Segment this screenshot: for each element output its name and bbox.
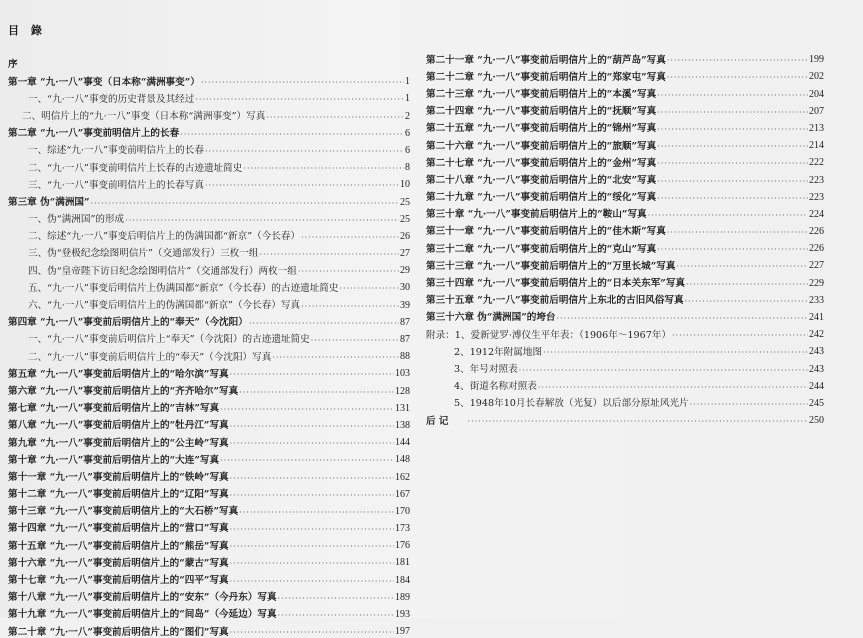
leader-dots [676, 263, 808, 271]
leader-dots [220, 406, 394, 414]
toc-row [8, 328, 410, 345]
toc-label: 第二十八章 “九·一八”事变前后明信片上的“北安”写真 [426, 174, 657, 186]
toc-page-number: 87 [400, 316, 410, 328]
toc-label: 第二十二章 “九·一八”事变前后明信片上的“郑家屯”写真 [426, 71, 666, 83]
toc-page-number: 213 [809, 122, 824, 134]
toc-label: 第七章 “九·一八”事变前后明信片上的“吉林”写真 [8, 403, 220, 415]
toc-page-number: 181 [395, 557, 410, 569]
leader-dots [538, 384, 808, 392]
toc-page-number: 226 [809, 243, 824, 255]
toc-label: 四、伪“皇帝陛下访日纪念绘图明信片”（交通部发行）两枚一组 [28, 265, 297, 277]
leader-dots [667, 57, 808, 65]
toc-row [8, 483, 410, 500]
leader-dots [239, 509, 394, 517]
leader-dots [220, 457, 394, 465]
toc-row [426, 134, 824, 151]
toc-label: 第六章 “九·一八”事变前后明信片上的“齐齐哈尔”写真 [8, 385, 239, 397]
toc-page-number: 222 [809, 157, 824, 169]
toc-label: 第八章 “九·一八”事变前后明信片上的“牡丹江”写真 [8, 420, 229, 432]
toc-label: 5、1948年10月长春解放（光复）以后部分原址风光片 [454, 398, 689, 410]
toc-row [8, 362, 410, 379]
leader-dots [657, 126, 808, 134]
toc-label: 第三十二章 “九·一八”事变前后明信片上的“克山”写真 [426, 243, 657, 255]
leader-dots [230, 543, 394, 551]
leader-dots [301, 234, 399, 242]
leader-dots [648, 212, 808, 220]
toc-page-number: 131 [395, 402, 410, 414]
toc-row [8, 586, 410, 603]
toc-label: 第二十一章 “九·一八”事变前后明信片上的“葫芦岛”写真 [426, 54, 666, 66]
toc-label: 第二章 “九·一八”事变前明信片上的长春 [8, 128, 180, 140]
toc-label: 二、“九·一八”事变前后明信片上的“奉天”（今沈阳）写真 [28, 351, 272, 363]
toc-row [8, 173, 410, 190]
toc-label: 后 记 [426, 415, 449, 427]
toc-page-number: 144 [395, 437, 410, 449]
leader-dots [195, 96, 404, 104]
leader-dots [230, 371, 394, 379]
toc-page-number: 204 [809, 88, 824, 100]
bleed-through-text-2 [60, 20, 400, 30]
toc-left-column [8, 60, 410, 637]
toc-row [8, 87, 410, 104]
toc-row [8, 139, 410, 156]
leader-dots [657, 143, 808, 151]
toc-page-number: 39 [400, 299, 410, 311]
toc-row [426, 168, 824, 185]
toc-page-number: 224 [809, 208, 824, 220]
toc-row [426, 48, 824, 65]
toc-label: 第十二章 “九·一八”事变前后明信片上的“辽阳”写真 [8, 489, 229, 501]
toc-label: 一、“九·一八”事变前后明信片上“奉天”（今沈阳）的古迹遗址简史 [28, 334, 310, 346]
leader-dots [230, 423, 394, 431]
leader-dots [657, 109, 808, 117]
toc-row [426, 357, 824, 374]
toc-label: 第十六章 “九·一八”事变前后明信片上的“蒙古”写真 [8, 557, 229, 569]
toc-label: 一、“九·一八”事变的历史背景及其经过 [28, 93, 195, 105]
toc-label: 一、伪“满洲国”的形成 [28, 214, 125, 226]
toc-page-number: 189 [395, 591, 410, 603]
toc-label: 第三十章 “九·一八”事变前后明信片上的“鞍山”写真 [426, 209, 647, 221]
toc-page-number: 26 [400, 230, 410, 242]
leader-dots [205, 148, 404, 156]
toc-label: 第五章 “九·一八”事变前后明信片上的“哈尔滨”写真 [8, 368, 229, 380]
leader-dots [298, 268, 399, 276]
toc-label: 第三十五章 “九·一八”事变前后明信片上东北的古旧风俗写真 [426, 295, 684, 307]
toc-row [426, 340, 824, 357]
toc-label: 第十八章 “九·一八”事变前后明信片上的“安东”（今丹东）写真 [8, 592, 277, 604]
toc-row [426, 409, 824, 426]
leader-dots [125, 217, 399, 225]
toc-row [426, 117, 824, 134]
leader-dots [301, 303, 399, 311]
toc-row [426, 375, 824, 392]
leader-dots [339, 285, 399, 293]
toc-page-number: 173 [395, 523, 410, 535]
toc-page-number: 88 [400, 351, 410, 363]
toc-page-number: 167 [395, 488, 410, 500]
toc-page-number: 223 [809, 174, 824, 186]
leader-dots [278, 595, 394, 603]
leader-dots [278, 612, 394, 620]
toc-label: 三、“九·一八”事变前明信片上的长春写真 [28, 179, 204, 191]
toc-row [426, 254, 824, 271]
toc-label: 第九章 “九·一八”事变前后明信片上的“公主岭”写真 [8, 437, 229, 449]
toc-row [426, 151, 824, 168]
leader-dots [690, 401, 808, 409]
toc-label: 第三十四章 “九·一八”事变前后明信片上的“日本关东军”写真 [426, 278, 686, 290]
toc-label: 第三十三章 “九·一八”事变前后明信片上的“万里长城”写真 [426, 260, 676, 272]
leader-dots [266, 114, 404, 122]
leader-dots [667, 229, 808, 237]
leader-dots [201, 79, 404, 87]
toc-page-number: 184 [395, 574, 410, 586]
toc-label: 第十七章 “九·一八”事变前后明信片上的“四平”写真 [8, 575, 229, 587]
toc-page-number: 1 [405, 76, 410, 88]
toc-row [8, 225, 410, 242]
toc-page-number: 8 [405, 162, 410, 174]
toc-page-number: 6 [405, 127, 410, 139]
toc-page-number: 25 [400, 196, 410, 208]
toc-row [8, 104, 410, 121]
toc-row [426, 203, 824, 220]
toc-page-number: 250 [809, 415, 824, 427]
toc-page-number: 103 [395, 368, 410, 380]
leader-dots [557, 315, 808, 323]
toc-page-number: 245 [809, 397, 824, 409]
toc-page-number: 193 [395, 609, 410, 620]
toc-page-number: 176 [395, 540, 410, 552]
toc-row [8, 259, 410, 276]
toc-label: 附录：1、爱新觉罗·溥仪生平年表：（1906年～1967年） [426, 329, 672, 341]
toc-row [8, 122, 410, 139]
toc-row [8, 276, 410, 293]
toc-label: 五、“九·一八”事变后明信片上伪满国都“新京”（今长春）的古迹遗址简史 [28, 282, 339, 294]
toc-row [8, 620, 410, 637]
toc-row [426, 323, 824, 340]
leader-dots [91, 200, 399, 208]
toc-row [8, 603, 410, 620]
toc-row [426, 237, 824, 254]
leader-dots [249, 320, 399, 328]
toc-row [8, 517, 410, 534]
toc-row [8, 568, 410, 585]
toc-page-number: 207 [809, 105, 824, 117]
toc-label: 第十五章 “九·一八”事变前后明信片上的“熊岳”写真 [8, 540, 229, 552]
leader-dots [230, 629, 394, 637]
leader-dots [230, 526, 394, 534]
toc-label: 第三十六章 伪“满洲国”的垮台 [426, 312, 556, 324]
toc-label: 一、综述“九·一八”事变前明信片上的长春 [28, 145, 204, 157]
page-title: 目 錄 [8, 24, 46, 37]
toc-page-number: 202 [809, 71, 824, 83]
leader-dots [180, 131, 404, 139]
toc-label: 二、明信片上的“九·一八”事变（日本称“满洲事变”）写真 [22, 110, 266, 122]
toc-label: 三、伪“登极纪念绘图明信片”（交通部发行）三枚一组 [28, 248, 259, 260]
toc-page-number: 128 [395, 385, 410, 397]
toc-row [8, 70, 410, 87]
toc-label: 二、综述“九·一八”事变后明信片上的伪满国都“新京”（今长春） [28, 231, 301, 243]
toc-row [8, 242, 410, 259]
toc-label: 第十章 “九·一八”事变前后明信片上的“大连”写真 [8, 454, 220, 466]
toc-row [426, 65, 824, 82]
toc-label: 2、1912年附属地图 [454, 346, 543, 358]
bleed-through-text [60, 2, 420, 12]
toc-page-number: 162 [395, 471, 410, 483]
leader-dots [468, 418, 808, 426]
toc-row [8, 431, 410, 448]
toc-row [8, 345, 410, 362]
toc-page-number: 25 [400, 213, 410, 225]
leader-dots [685, 298, 808, 306]
leader-dots [686, 281, 808, 289]
toc-label: 第三章 伪“满洲国” [8, 196, 90, 208]
toc-label: 第二十六章 “九·一八”事变前后明信片上的“旅顺”写真 [426, 140, 657, 152]
toc-page-number: 138 [395, 419, 410, 431]
leader-dots [230, 440, 394, 448]
toc-label: 第三十一章 “九·一八”事变前后明信片上的“佳木斯”写真 [426, 226, 666, 238]
toc-page-number: 197 [395, 626, 410, 638]
toc-row [8, 414, 410, 431]
toc-row [8, 397, 410, 414]
toc-row [426, 392, 824, 409]
toc-page-number: 199 [809, 54, 824, 66]
leader-dots [239, 389, 394, 397]
toc-label: 第四章 “九·一八”事变前后明信片上的“奉天”（今沈阳） [8, 317, 248, 329]
toc-row [426, 186, 824, 203]
toc-row [8, 551, 410, 568]
toc-row [8, 311, 410, 328]
toc-row [8, 379, 410, 396]
leader-dots [272, 354, 399, 362]
toc-row [426, 271, 824, 288]
toc-page-number: 242 [809, 329, 824, 341]
leader-dots [657, 92, 808, 100]
leader-dots [519, 367, 808, 375]
toc-row [426, 220, 824, 237]
toc-label: 第十九章 “九·一八”事变前后明信片上的“间岛”（今延边）写真 [8, 609, 277, 621]
toc-row [426, 306, 824, 323]
toc-row [426, 82, 824, 99]
toc-page-number: 226 [809, 226, 824, 238]
toc-label: 3、年号对照表 [454, 363, 518, 375]
leader-dots [230, 492, 394, 500]
toc-label: 第十一章 “九·一八”事变前后明信片上的“铁岭”写真 [8, 471, 229, 483]
toc-page-number: 2 [405, 110, 410, 122]
toc-page-number: 244 [809, 380, 824, 392]
toc-label: 第二十九章 “九·一八”事变前后明信片上的“绥化”写真 [426, 192, 657, 204]
toc-row [8, 500, 410, 517]
leader-dots [259, 251, 399, 259]
toc-page-number: 223 [809, 191, 824, 203]
toc-label: 六、“九·一八”事变后明信片上的伪满国都“新京”（今长春）写真 [28, 300, 301, 312]
toc-row [426, 289, 824, 306]
toc-right-column [426, 48, 824, 426]
toc-row [8, 156, 410, 173]
leader-dots [543, 349, 808, 357]
leader-dots [205, 182, 399, 190]
leader-dots [672, 332, 808, 340]
toc-label: 序 [8, 59, 18, 71]
leader-dots [667, 74, 808, 82]
toc-label: 第十四章 “九·一八”事变前后明信片上的“营口”写真 [8, 523, 229, 535]
leader-dots [657, 160, 808, 168]
toc-row [8, 465, 410, 482]
toc-row [8, 448, 410, 465]
leader-dots [311, 337, 399, 345]
toc-row [8, 208, 410, 225]
leader-dots [243, 165, 404, 173]
toc-page-number: 227 [809, 260, 824, 272]
leader-dots [657, 195, 808, 203]
toc-row [426, 100, 824, 117]
toc-page-number: 148 [395, 454, 410, 466]
toc-page-number: 241 [809, 312, 824, 323]
toc-label: 二、“九·一八”事变前明信片上长春的古迹遗址简史 [28, 162, 243, 174]
toc-page-number: 214 [809, 140, 824, 152]
toc-label: 4、街道名称对照表 [454, 381, 537, 393]
toc-page-number: 229 [809, 277, 824, 289]
toc-label: 第一章 “九·一八”事变（日本称“满洲事变”） [8, 76, 200, 88]
toc-page-number: 170 [395, 505, 410, 517]
toc-page-number: 30 [400, 282, 410, 294]
toc-row [8, 534, 410, 551]
leader-dots [657, 178, 808, 186]
toc-label: 第二十章 “九·一八”事变前后明信片上的“图们”写真 [8, 626, 229, 638]
toc-page-number: 1 [405, 93, 410, 105]
toc-page-number: 6 [405, 144, 410, 156]
toc-label: 第二十五章 “九·一八”事变前后明信片上的“锦州”写真 [426, 123, 657, 135]
leader-dots [657, 246, 808, 254]
toc-row [8, 293, 410, 310]
toc-label: 第二十三章 “九·一八”事变前后明信片上的“本溪”写真 [426, 88, 657, 100]
toc-page-number: 233 [809, 294, 824, 306]
toc-label: 第十三章 “九·一八”事变前后明信片上的“大石桥”写真 [8, 506, 239, 518]
toc-row-preface [8, 60, 410, 70]
toc-page-number: 243 [809, 363, 824, 375]
toc-page-number: 243 [809, 346, 824, 358]
leader-dots [230, 578, 394, 586]
toc-label: 第二十四章 “九·一八”事变前后明信片上的“抚顺”写真 [426, 106, 657, 118]
leader-dots [230, 560, 394, 568]
toc-label: 第二十七章 “九·一八”事变前后明信片上的“金州”写真 [426, 157, 657, 169]
toc-row [8, 190, 410, 207]
leader-dots [230, 475, 394, 483]
toc-page-number: 27 [400, 248, 410, 260]
toc-page-number: 29 [400, 265, 410, 277]
toc-page-number: 87 [400, 334, 410, 345]
toc-page-number: 10 [400, 179, 410, 191]
